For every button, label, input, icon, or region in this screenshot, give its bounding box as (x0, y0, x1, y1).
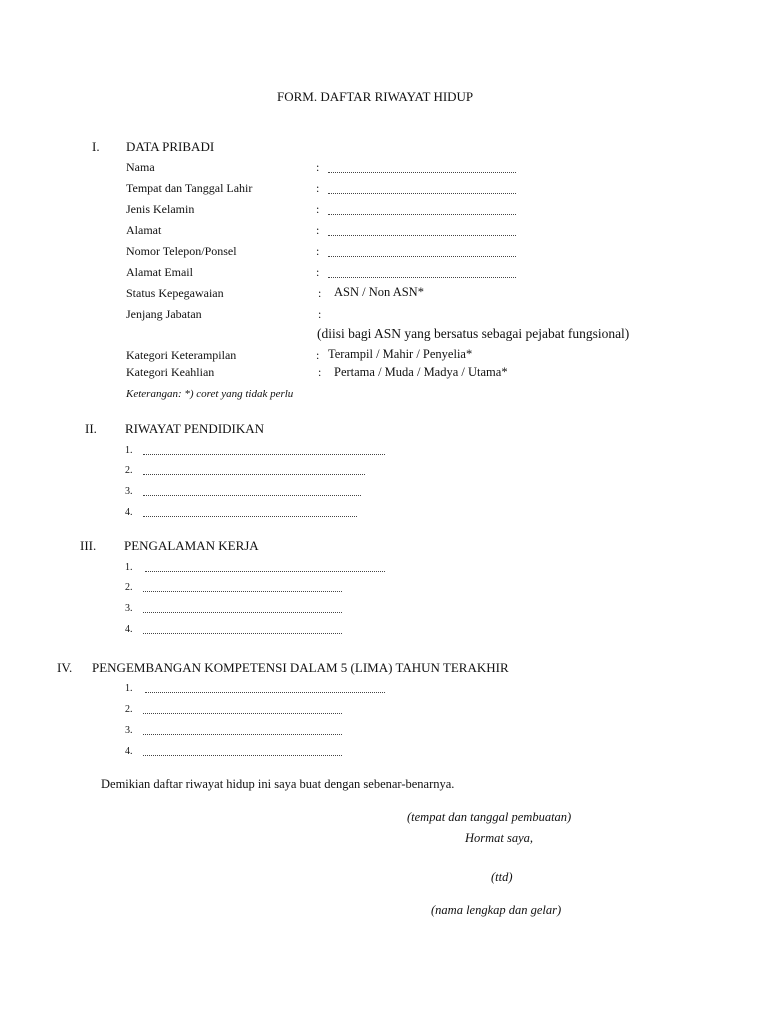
field-label: Kategori Keahlian (126, 365, 215, 379)
field-colon: : (316, 202, 320, 216)
field-label: Nomor Telepon/Ponsel (126, 244, 237, 258)
field-fill-line[interactable] (328, 235, 516, 236)
field-colon: : (316, 223, 320, 237)
field-label: Kategori Keterampilan (126, 348, 237, 362)
fill-line[interactable] (143, 755, 342, 756)
jenjang-note: (diisi bagi ASN yang bersatus sebagai pejabat fungsional) (317, 326, 630, 341)
section-4-numeral: IV. (57, 660, 73, 675)
field-value: Terampil / Mahir / Penyelia* (328, 347, 473, 361)
field-fill-line[interactable] (328, 277, 516, 278)
form-title: FORM. DAFTAR RIWAYAT HIDUP (277, 89, 474, 104)
field-colon: : (318, 286, 322, 300)
fill-line[interactable] (143, 454, 385, 455)
list-number: 4. (125, 507, 133, 518)
field-label: Jenjang Jabatan (126, 307, 202, 321)
list-number: 4. (125, 624, 133, 635)
field-label: Alamat Email (126, 265, 193, 279)
list-number: 4. (125, 746, 133, 757)
full-name: (nama lengkap dan gelar) (431, 903, 562, 917)
field-colon: : (316, 244, 320, 258)
field-fill-line[interactable] (328, 193, 516, 194)
fill-line[interactable] (143, 474, 365, 475)
signature-placeholder: (ttd) (491, 870, 513, 884)
fill-line[interactable] (143, 495, 361, 496)
field-colon: : (318, 307, 322, 321)
field-label: Alamat (126, 223, 162, 237)
list-number: 3. (125, 725, 133, 736)
section-2-numeral: II. (85, 421, 97, 436)
field-colon: : (316, 348, 320, 362)
section-3-numeral: III. (80, 538, 97, 553)
keterangan-note: Keterangan: *) coret yang tidak perlu (126, 388, 294, 400)
fill-line[interactable] (145, 571, 385, 572)
field-colon: : (318, 365, 322, 379)
list-number: 2. (125, 704, 133, 715)
field-colon: : (316, 265, 320, 279)
fill-line[interactable] (143, 734, 342, 735)
fill-line[interactable] (143, 516, 357, 517)
field-value: Pertama / Muda / Madya / Utama* (334, 365, 508, 379)
field-fill-line[interactable] (328, 214, 516, 215)
list-number: 3. (125, 486, 133, 497)
field-fill-line[interactable] (328, 256, 516, 257)
field-fill-line[interactable] (328, 172, 516, 173)
list-number: 2. (125, 465, 133, 476)
field-label: Tempat dan Tanggal Lahir (126, 181, 253, 195)
field-colon: : (316, 160, 320, 174)
list-number: 1. (125, 445, 133, 456)
section-1-numeral: I. (92, 139, 100, 154)
section-1-heading: DATA PRIBADI (126, 139, 215, 154)
section-3-heading: PENGALAMAN KERJA (124, 538, 259, 553)
fill-line[interactable] (145, 692, 385, 693)
list-number: 1. (125, 562, 133, 573)
closing-statement: Demikian daftar riwayat hidup ini saya buat dengan sebenar-benarnya. (101, 777, 455, 791)
regards: Hormat saya, (465, 831, 534, 845)
fill-line[interactable] (143, 713, 342, 714)
place-date: (tempat dan tanggal pembuatan) (407, 810, 572, 824)
fill-line[interactable] (143, 633, 342, 634)
field-label: Jenis Kelamin (126, 202, 195, 216)
field-colon: : (316, 181, 320, 195)
section-4-heading: PENGEMBANGAN KOMPETENSI DALAM 5 (LIMA) TAHUN TERAKHIR (92, 660, 509, 675)
list-number: 3. (125, 603, 133, 614)
fill-line[interactable] (143, 612, 342, 613)
list-number: 1. (125, 683, 133, 694)
fill-line[interactable] (143, 591, 342, 592)
field-label: Status Kepegawaian (126, 286, 224, 300)
field-value: ASN / Non ASN* (334, 285, 424, 299)
list-number: 2. (125, 582, 133, 593)
section-2-heading: RIWAYAT PENDIDIKAN (125, 421, 265, 436)
field-label: Nama (126, 160, 155, 174)
